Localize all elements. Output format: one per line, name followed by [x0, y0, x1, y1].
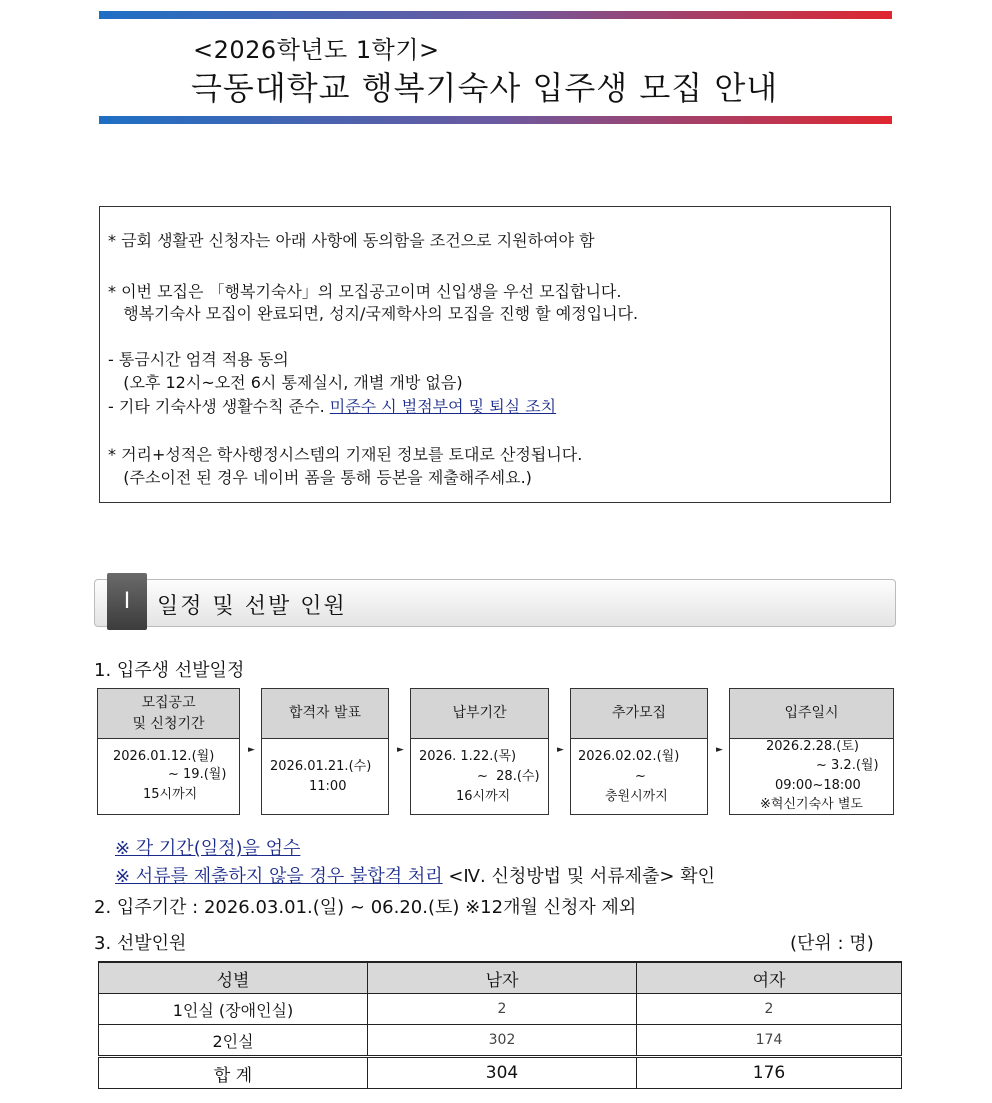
notice-line: - 통금시간 엄격 적용 동의: [108, 350, 289, 369]
male-count: 2: [368, 994, 637, 1025]
arrow-right-icon: ►: [716, 745, 723, 755]
notice-box: [99, 206, 891, 503]
document-submission-link[interactable]: ※ 서류를 제출하지 않을 경우 불합격 처리: [115, 866, 443, 887]
step-head: 합격자 발표: [262, 689, 388, 739]
column-header: 성별: [99, 962, 368, 994]
allocation-unit: (단위 : 명): [790, 933, 874, 954]
step-body: 2026.2.28.(토) ~ 3.2.(월) 09:00~18:00 ※혁신기숙사 별도: [760, 739, 879, 812]
total-female: 176: [637, 1057, 902, 1089]
step-body: 2026.01.12.(월) ~ 19.(월) 15시까지: [113, 749, 227, 802]
note-reference-text: <Ⅳ. 신청방법 및 서류제출> 확인: [442, 866, 715, 887]
schedule-step-additional: [570, 688, 708, 815]
schedule-step-payment: [410, 688, 549, 815]
column-header: 여자: [637, 962, 902, 994]
section-number: Ⅰ: [107, 573, 147, 630]
table-total-row: [99, 1057, 902, 1089]
female-count: 2: [637, 994, 902, 1025]
step-head: 추가모집: [571, 689, 707, 739]
notice-line: [108, 394, 556, 417]
notice-rules-text: - 기타 기숙사생 생활수칙 준수.: [108, 397, 330, 416]
section-title: 일정 및 선발 인원: [157, 594, 347, 619]
step-body: 2026. 1.22.(목) ~ 28.(수) 16시까지: [419, 749, 540, 804]
notice-line: (주소이전 된 경우 네이버 폼을 통해 등본을 제출해주세요.): [108, 468, 532, 487]
female-count: 174: [637, 1025, 902, 1057]
rules-violation-link[interactable]: 미준수 시 벌점부여 및 퇴실 조치: [329, 397, 557, 416]
step-head: 모집공고 및 신청기간: [98, 689, 239, 739]
table-row: [99, 1025, 902, 1057]
row-label: 2인실: [99, 1025, 368, 1057]
schedule-note: [115, 834, 300, 860]
step-head: 입주일시: [730, 689, 893, 739]
column-header: 남자: [368, 962, 637, 994]
schedule-step-application: [97, 688, 240, 815]
total-label: 합 계: [99, 1057, 368, 1089]
male-count: 302: [368, 1025, 637, 1057]
period-heading: 2. 입주기간 : 2026.03.01.(일) ~ 06.20.(토) ※12개월 신청자 제외: [94, 897, 637, 918]
total-male: 304: [368, 1057, 637, 1089]
arrow-right-icon: ►: [557, 745, 564, 755]
arrow-right-icon: ►: [397, 745, 404, 755]
allocation-table: [98, 961, 902, 1089]
document-title: 극동대학교 행복기숙사 입주생 모집 안내: [191, 69, 779, 107]
schedule-heading: 1. 입주생 선발일정: [94, 660, 245, 681]
step-head: 납부기간: [411, 689, 548, 739]
arrow-right-icon: ►: [248, 745, 255, 755]
table-row: [99, 994, 902, 1025]
schedule-step-movein: [729, 688, 894, 815]
table-header-row: [99, 962, 902, 994]
row-label: 1인실 (장애인실): [99, 994, 368, 1025]
notice-line: (오후 12시~오전 6시 통제실시, 개별 개방 없음): [108, 373, 463, 392]
notice-line: * 이번 모집은 「행복기숙사」의 모집공고이며 신입생을 우선 모집합니다.: [108, 282, 622, 301]
notice-line: 행복기숙사 모집이 완료되면, 성지/국제학사의 모집을 진행 할 예정입니다.: [108, 304, 639, 323]
notice-line: * 거리+성적은 학사행정시스템의 기재된 정보를 토대로 산정됩니다.: [108, 445, 583, 464]
step-body: 2026.01.21.(수) 11:00: [270, 759, 372, 794]
allocation-heading: 3. 선발인원: [94, 933, 187, 954]
schedule-note: [115, 862, 715, 888]
header-top-bar: [99, 11, 892, 19]
notice-line: * 금회 생활관 신청자는 아래 사항에 동의함을 조건으로 지원하여야 함: [108, 231, 595, 250]
step-body: 2026.02.02.(월) ~ 충원시까지: [578, 749, 680, 804]
deadline-note-link[interactable]: ※ 각 기간(일정)을 엄수: [115, 838, 301, 859]
schedule-step-announcement: [261, 688, 389, 815]
document-subtitle: <2026학년도 1학기>: [193, 36, 440, 64]
header-bottom-bar: [99, 116, 892, 124]
